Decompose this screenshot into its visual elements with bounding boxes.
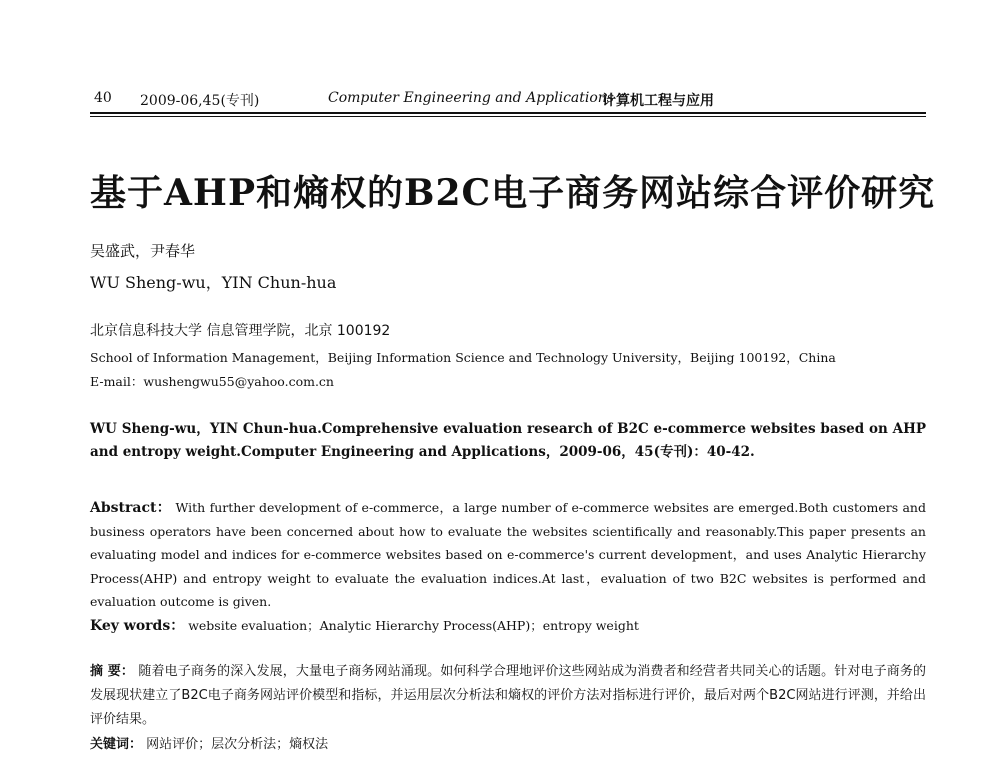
author-email: E-mail：wushengwu55@yahoo.com.cn bbox=[90, 374, 334, 389]
abstract-cn-text: 随着电子商务的深入发展，大量电子商务网站涌现。如何科学合理地评价这些网站成为消费者和经营者共同关心的话题。针对电子商务的发展现状建立了B2C电子商务网站评价模型和指标，并运用层次分析法和熵权的评价方法对指标进行评价，最后对两个B2C网站进行评测，并给出评价结果。 bbox=[90, 664, 926, 727]
page-number: 40 bbox=[94, 90, 112, 106]
keywords-en-text: website evaluation；Analytic Hierarchy Process(AHP)；entropy weight bbox=[188, 618, 639, 633]
citation: WU Sheng-wu，YIN Chun-hua.Comprehensive evaluation research of B2C e-commerce websites based on AHP and entropy weight.Computer Engineering and Applications，2009-06，45(专刊)：40-42. bbox=[90, 421, 926, 460]
keywords-cn bbox=[90, 734, 926, 756]
keywords-en bbox=[90, 614, 926, 638]
keywords-en-label: Key words： bbox=[90, 618, 185, 634]
issue-info: 2009-06,45(专刊) bbox=[140, 93, 260, 109]
abstract-cn-label: 摘 要： bbox=[90, 664, 135, 679]
keywords-cn-label: 关键词： bbox=[90, 737, 143, 752]
authors-cn: 吴盛武，尹春华 bbox=[90, 242, 196, 260]
abstract-en-label: Abstract： bbox=[90, 500, 172, 516]
running-header bbox=[90, 86, 926, 114]
abstract-cn bbox=[90, 660, 926, 732]
keywords-cn-text: 网站评价；层次分析法；熵权法 bbox=[146, 737, 329, 752]
journal-name-cn: 计算机工程与应用 bbox=[602, 93, 714, 109]
abstract-en-text: With further development of e-commerce，a large number of e-commerce websites are emerged.Both customers and business operators have been concerned about how to evaluate the websites scientifically and reasonably.This paper presents an evaluating model and indices for e-commerce websites based on e-commerce's current development，and uses Analytic Hierarchy Process(AHP) and entropy weight to evaluate the evaluation indices.At last，evaluation of two B2C websites is performed and evaluation outcome is given. bbox=[90, 500, 926, 609]
affiliation-cn: 北京信息科技大学 信息管理学院，北京 100192 bbox=[90, 323, 391, 339]
paper-title: 基于AHP和熵权的B2C电子商务网站综合评价研究 bbox=[90, 172, 936, 214]
journal-name-en: Computer Engineering and Applications bbox=[328, 90, 614, 106]
abstract-en bbox=[90, 496, 926, 613]
affiliation-en: School of Information Management，Beijing Information Science and Technology University，Beijing 100192，China bbox=[90, 350, 836, 365]
authors-en: WU Sheng-wu，YIN Chun-hua bbox=[90, 273, 337, 292]
